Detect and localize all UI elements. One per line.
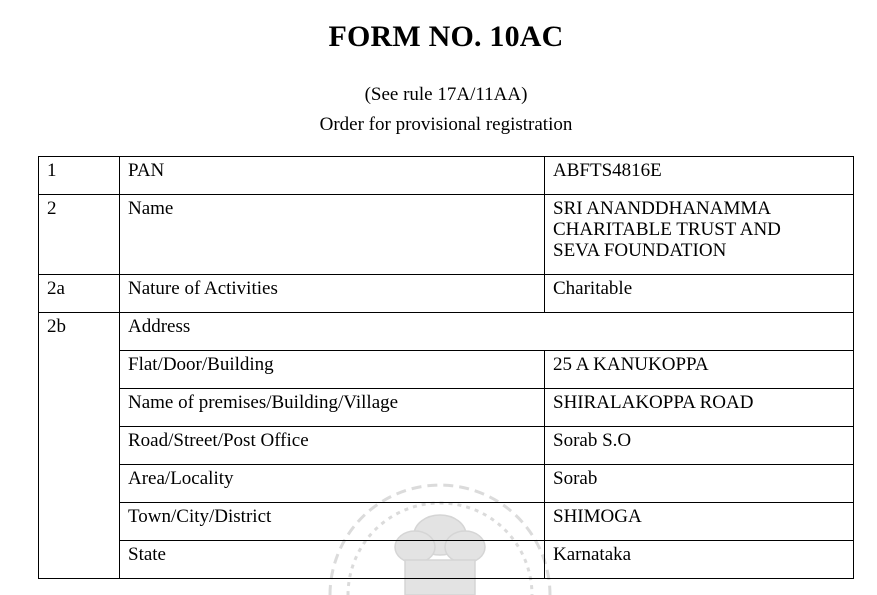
table-row [39,195,854,275]
field-value-premises: SHIRALAKOPPA ROAD [545,389,854,427]
field-value-state: Karnataka [545,541,854,579]
table-row [39,541,854,579]
form-rule-reference: (See rule 17A/11AA) [364,84,528,105]
table-row [39,157,854,195]
field-value-nature-of-activities: Charitable [545,275,854,313]
field-label-pan: PAN [120,157,545,195]
field-value-area-locality: Sorab [545,465,854,503]
table-row [39,389,854,427]
table-row [39,503,854,541]
name-line: CHARITABLE TRUST AND [553,219,781,240]
form-subtitle: Order for provisional registration [319,114,573,135]
field-value-pan: ABFTS4816E [545,157,854,195]
field-label-town-city-district: Town/City/District [120,503,545,541]
row-number: 2a [39,275,120,313]
field-value-road-street: Sorab S.O [545,427,854,465]
field-value-name [545,195,854,275]
field-label-state: State [120,541,545,579]
form-title: FORM NO. 10AC [328,20,564,53]
row-number: 1 [39,157,120,195]
field-label-flat-door-building: Flat/Door/Building [120,351,545,389]
field-label-area-locality: Area/Locality [120,465,545,503]
field-label-road-street: Road/Street/Post Office [120,427,545,465]
table-row [39,427,854,465]
field-label-nature-of-activities: Nature of Activities [120,275,545,313]
field-value-town-city-district: SHIMOGA [545,503,854,541]
table-row [39,275,854,313]
field-value-flat-door-building: 25 A KANUKOPPA [545,351,854,389]
field-label-address: Address [120,313,854,351]
table-row [39,465,854,503]
row-number: 2 [39,195,120,275]
field-label-name: Name [120,195,545,275]
name-line: SEVA FOUNDATION [553,240,727,261]
row-number: 2b [39,313,120,579]
table-row [39,351,854,389]
registration-details-table [38,156,854,579]
name-line: SRI ANANDDHANAMMA [553,198,771,219]
table-row [39,313,854,351]
field-label-premises: Name of premises/Building/Village [120,389,545,427]
